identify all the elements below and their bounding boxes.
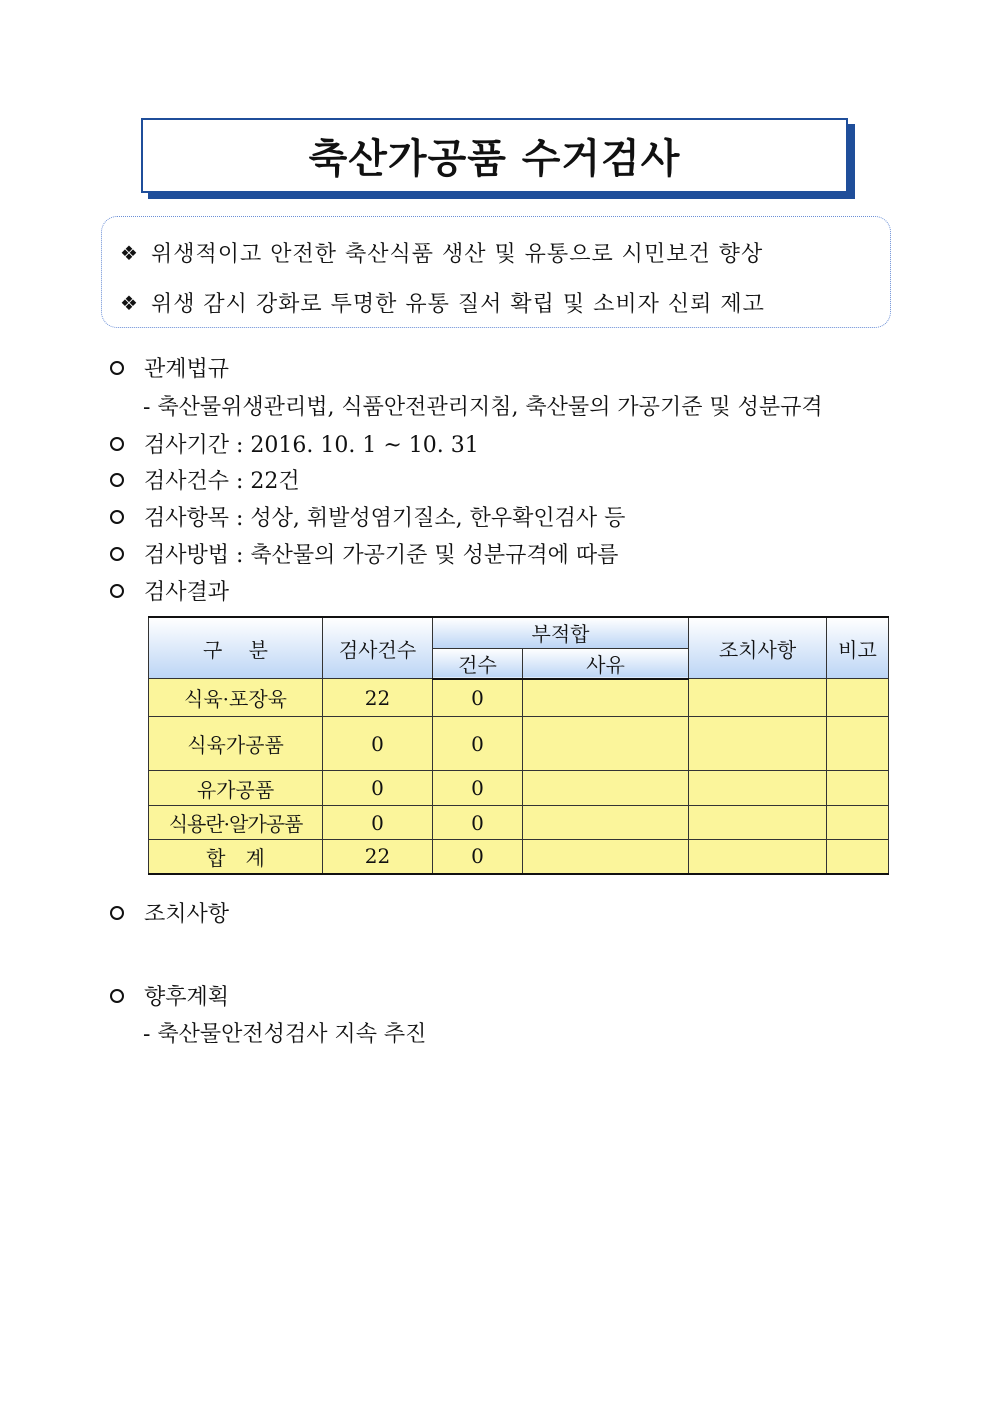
cell-remarks <box>827 840 889 874</box>
section-period <box>108 428 479 459</box>
summary-item <box>120 237 763 268</box>
section-action <box>108 897 229 928</box>
cell-remarks <box>827 717 889 771</box>
header-inspected: 검사건수 <box>323 617 433 679</box>
section-label: 검사항목 : 성상, 휘발성염기질소, 한우확인검사 등 <box>144 506 626 531</box>
table-row-total <box>149 840 889 874</box>
cell-remarks <box>827 771 889 806</box>
section-label: 관계법규 <box>144 357 230 382</box>
cell-measures <box>689 840 827 874</box>
cell-category: 식육가공품 <box>149 717 323 771</box>
cell-nc-reason <box>523 771 689 806</box>
diamond-bullet-icon: ❖ <box>120 240 139 265</box>
circle-bullet-icon <box>110 989 124 1003</box>
circle-bullet-icon <box>110 437 124 451</box>
header-nc-count: 건수 <box>433 648 523 679</box>
header-category: 구 분 <box>149 617 323 679</box>
table-row <box>149 806 889 840</box>
page-title: 축산가공품 수거검사 <box>308 136 681 182</box>
summary-text: 위생 감시 강화로 투명한 유통 질서 확립 및 소비자 신뢰 제고 <box>150 292 765 317</box>
cell-nc-count: 0 <box>433 806 523 840</box>
cell-inspected: 22 <box>323 840 433 874</box>
cell-category: 식용란·알가공품 <box>149 806 323 840</box>
table-row <box>149 679 889 717</box>
diamond-bullet-icon: ❖ <box>120 290 139 315</box>
cell-measures <box>689 679 827 717</box>
cell-inspected: 0 <box>323 717 433 771</box>
header-nc-reason: 사유 <box>523 648 689 679</box>
section-method <box>108 538 618 569</box>
table-row <box>149 717 889 771</box>
circle-bullet-icon <box>110 906 124 920</box>
cell-nc-reason <box>523 679 689 717</box>
cell-category: 합 계 <box>149 840 323 874</box>
cell-measures <box>689 771 827 806</box>
cell-inspected: 22 <box>323 679 433 717</box>
law-detail: - 축산물위생관리법, 식품안전관리지침, 축산물의 가공기준 및 성분규격 <box>143 395 823 420</box>
section-items <box>108 501 625 532</box>
circle-bullet-icon <box>110 584 124 598</box>
cell-nc-reason <box>523 717 689 771</box>
section-law <box>108 352 229 383</box>
result-table <box>148 616 889 875</box>
summary-box <box>101 216 891 328</box>
cell-nc-reason <box>523 840 689 874</box>
cell-nc-count: 0 <box>433 840 523 874</box>
plan-detail: - 축산물안전성검사 지속 추진 <box>143 1022 427 1047</box>
header-nonconforming: 부적합 <box>433 617 689 648</box>
summary-text: 위생적이고 안전한 축산식품 생산 및 유통으로 시민보건 향상 <box>150 242 764 267</box>
cell-category: 유가공품 <box>149 771 323 806</box>
title-box <box>141 118 848 193</box>
section-label: 검사방법 : 축산물의 가공기준 및 성분규격에 따름 <box>144 543 619 568</box>
section-plan <box>108 980 229 1011</box>
summary-item <box>120 287 765 318</box>
circle-bullet-icon <box>110 361 124 375</box>
header-measures: 조치사항 <box>689 617 827 679</box>
table-row <box>149 771 889 806</box>
section-label: 검사기간 : 2016. 10. 1 ~ 10. 31 <box>144 433 479 458</box>
cell-category: 식육·포장육 <box>149 679 323 717</box>
section-label: 조치사항 <box>144 902 230 927</box>
cell-measures <box>689 806 827 840</box>
cell-nc-reason <box>523 806 689 840</box>
cell-inspected: 0 <box>323 771 433 806</box>
section-result <box>108 575 229 606</box>
circle-bullet-icon <box>110 473 124 487</box>
section-label: 검사건수 : 22건 <box>144 469 300 494</box>
circle-bullet-icon <box>110 547 124 561</box>
cell-nc-count: 0 <box>433 771 523 806</box>
cell-remarks <box>827 806 889 840</box>
cell-nc-count: 0 <box>433 717 523 771</box>
cell-remarks <box>827 679 889 717</box>
section-label: 향후계획 <box>144 985 230 1010</box>
header-remarks: 비고 <box>827 617 889 679</box>
cell-inspected: 0 <box>323 806 433 840</box>
circle-bullet-icon <box>110 510 124 524</box>
section-count <box>108 464 300 495</box>
cell-measures <box>689 717 827 771</box>
section-label: 검사결과 <box>144 580 230 605</box>
cell-nc-count: 0 <box>433 679 523 717</box>
